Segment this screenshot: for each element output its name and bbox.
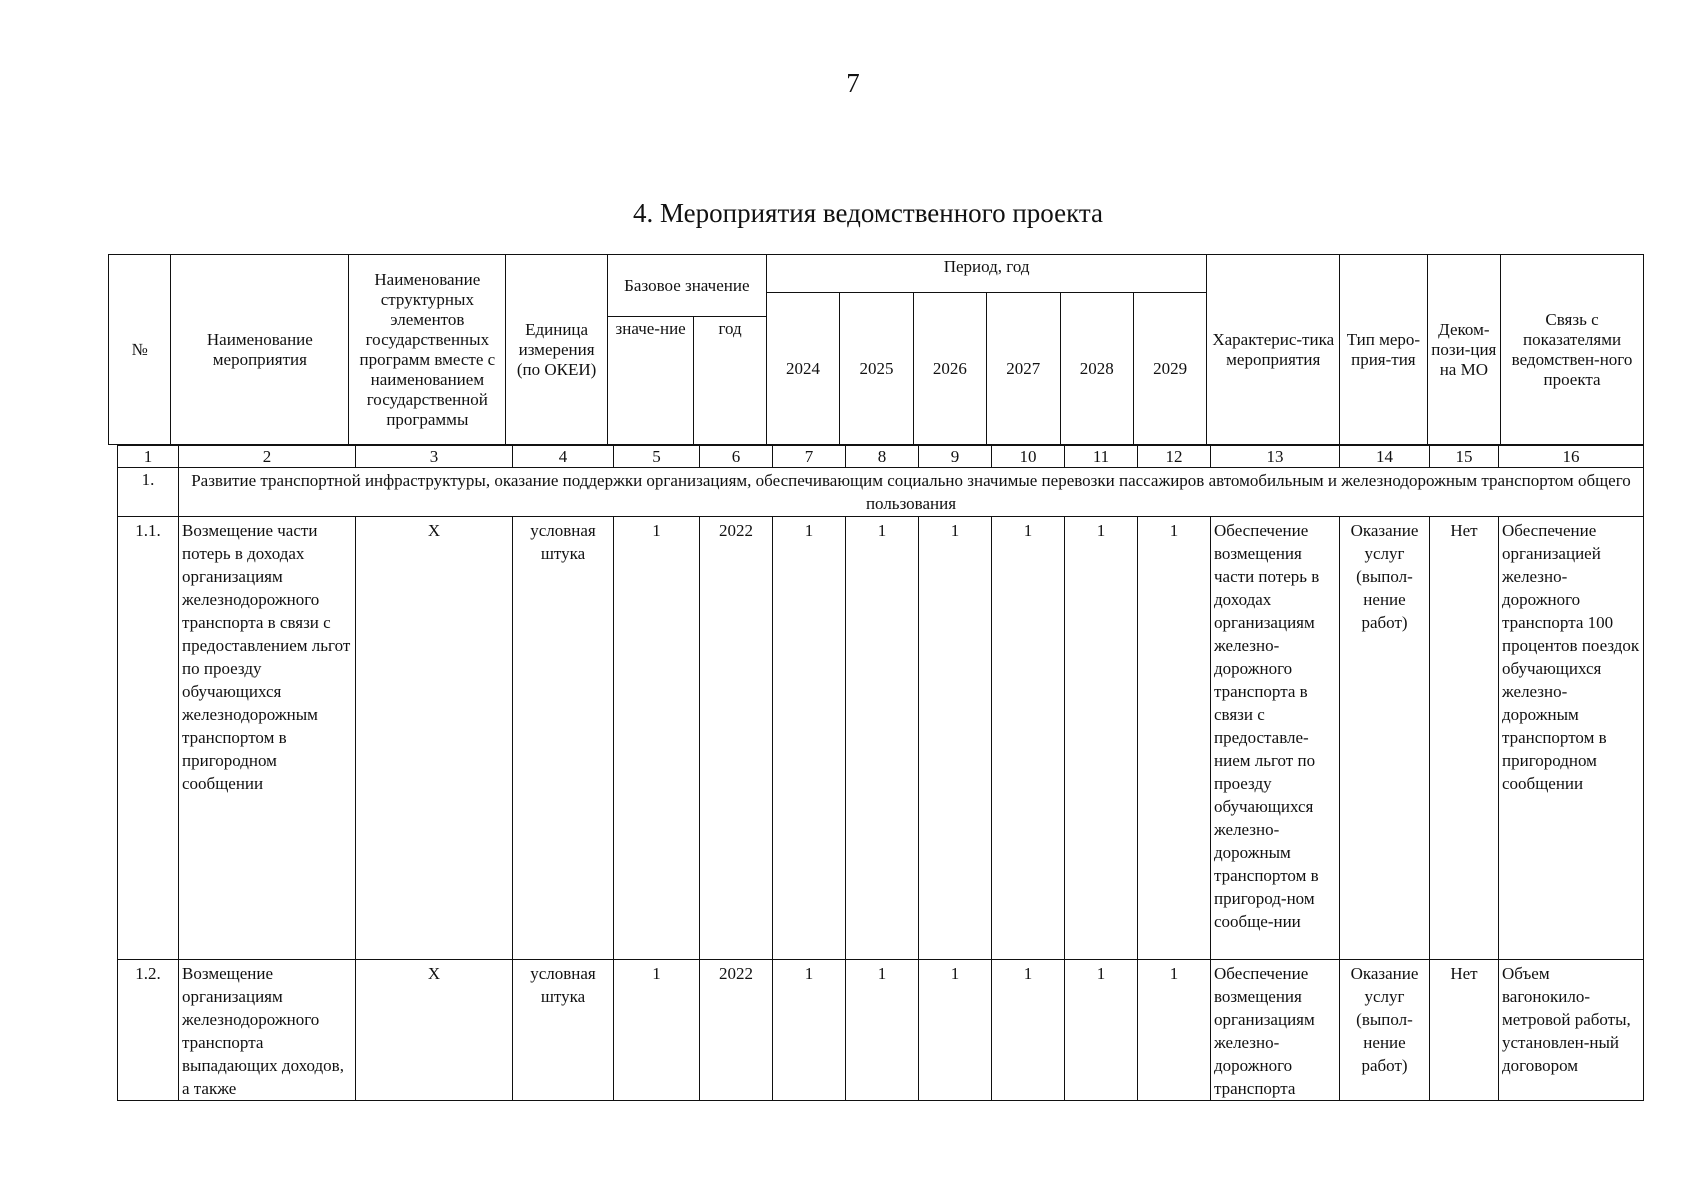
row-type: Оказание услуг (выпол-нение работ) — [1340, 960, 1430, 1101]
column-number: 6 — [700, 446, 773, 468]
column-number: 12 — [1138, 446, 1211, 468]
column-number: 8 — [846, 446, 919, 468]
header-year-2025: 2025 — [840, 293, 913, 445]
column-number: 3 — [356, 446, 513, 468]
header-period: Период, год — [766, 255, 1207, 293]
row-link: Обеспечение организацией железно-дорожного транспорта 100 процентов поездок обучающихся железно-дорожным транспортом в пригородном сообщении — [1499, 517, 1644, 960]
header-unit: Единица измерения (по ОКЕИ) — [506, 255, 608, 445]
header-structural: Наименование структурных элементов государственных программ вместе с наименованием государственной программы — [349, 255, 506, 445]
row-link: Объем вагонокило-метровой работы, установлен-ный договором — [1499, 960, 1644, 1101]
row-value-2028: 1 — [1065, 960, 1138, 1101]
header-no: № — [109, 255, 171, 445]
column-number: 14 — [1340, 446, 1430, 468]
row-base-year: 2022 — [700, 517, 773, 960]
row-value-2028: 1 — [1065, 517, 1138, 960]
row-unit: условная штука — [513, 960, 614, 1101]
table-row — [118, 517, 1644, 960]
section-title: Развитие транспортной инфраструктуры, оказание поддержки организациям, обеспечивающим социально значимые перевозки пассажиров автомобильным и железнодорожным транспортом общего пользования — [179, 468, 1644, 517]
row-value-2029: 1 — [1138, 517, 1211, 960]
header-characteristic: Характерис-тика мероприятия — [1207, 255, 1340, 445]
row-characteristic: Обеспечение возмещения части потерь в доходах организациям железно-дорожного транспорта в связи с предоставле-нием льгот по проезду обучающихся железно-дорожным транспортом в пригород-ном сообще-нии — [1211, 517, 1340, 960]
column-number: 7 — [773, 446, 846, 468]
row-number: 1.1. — [118, 517, 179, 960]
column-number: 11 — [1065, 446, 1138, 468]
row-unit: условная штука — [513, 517, 614, 960]
section-number: 1. — [118, 468, 179, 517]
table-body — [117, 445, 1644, 1101]
column-number: 5 — [614, 446, 700, 468]
header-base-value: значе-ние — [607, 317, 694, 445]
column-number: 13 — [1211, 446, 1340, 468]
header-year-2028: 2028 — [1060, 293, 1133, 445]
row-name: Возмещение части потерь в доходах организациям железнодорожного транспорта в связи с предоставлением льгот по проезду обучающихся железнодорожным транспортом в пригородном сообщении — [179, 517, 356, 960]
header-year-2029: 2029 — [1133, 293, 1206, 445]
page-number: 7 — [846, 68, 860, 98]
row-name: Возмещение организациям железнодорожного транспорта выпадающих доходов, а также — [179, 960, 356, 1101]
header-name: Наименование мероприятия — [171, 255, 349, 445]
page-title: 4. Мероприятия ведомственного проекта — [633, 198, 1103, 228]
header-type: Тип меро-прия-тия — [1340, 255, 1428, 445]
header-year-2024: 2024 — [766, 293, 839, 445]
header-base-year: год — [694, 317, 766, 445]
header-base: Базовое значение — [607, 255, 766, 317]
row-value-2025: 1 — [846, 517, 919, 960]
column-number: 15 — [1430, 446, 1499, 468]
section-row — [118, 468, 1644, 517]
row-number: 1.2. — [118, 960, 179, 1101]
row-value-2029: 1 — [1138, 960, 1211, 1101]
row-base-value: 1 — [614, 960, 700, 1101]
row-structural: X — [356, 517, 513, 960]
row-decomposition: Нет — [1430, 960, 1499, 1101]
column-number: 16 — [1499, 446, 1644, 468]
row-type: Оказание услуг (выпол-нение работ) — [1340, 517, 1430, 960]
row-base-value: 1 — [614, 517, 700, 960]
row-structural: X — [356, 960, 513, 1101]
row-value-2026: 1 — [919, 960, 992, 1101]
column-number: 4 — [513, 446, 614, 468]
table-header — [108, 254, 1644, 445]
row-characteristic: Обеспечение возмещения организациям железно-дорожного транспорта — [1211, 960, 1340, 1101]
header-year-2026: 2026 — [913, 293, 986, 445]
row-value-2024: 1 — [773, 517, 846, 960]
row-value-2026: 1 — [919, 517, 992, 960]
row-value-2027: 1 — [992, 517, 1065, 960]
row-value-2027: 1 — [992, 960, 1065, 1101]
header-year-2027: 2027 — [987, 293, 1060, 445]
header-link: Связь с показателями ведомствен-ного проекта — [1501, 255, 1644, 445]
table-row — [118, 960, 1644, 1101]
column-number: 2 — [179, 446, 356, 468]
row-value-2025: 1 — [846, 960, 919, 1101]
row-decomposition: Нет — [1430, 517, 1499, 960]
header-decomposition: Деком-пози-ция на МО — [1427, 255, 1500, 445]
row-value-2024: 1 — [773, 960, 846, 1101]
row-base-year: 2022 — [700, 960, 773, 1101]
column-number: 9 — [919, 446, 992, 468]
column-numbers-row — [118, 446, 1644, 468]
column-number: 1 — [118, 446, 179, 468]
column-number: 10 — [992, 446, 1065, 468]
